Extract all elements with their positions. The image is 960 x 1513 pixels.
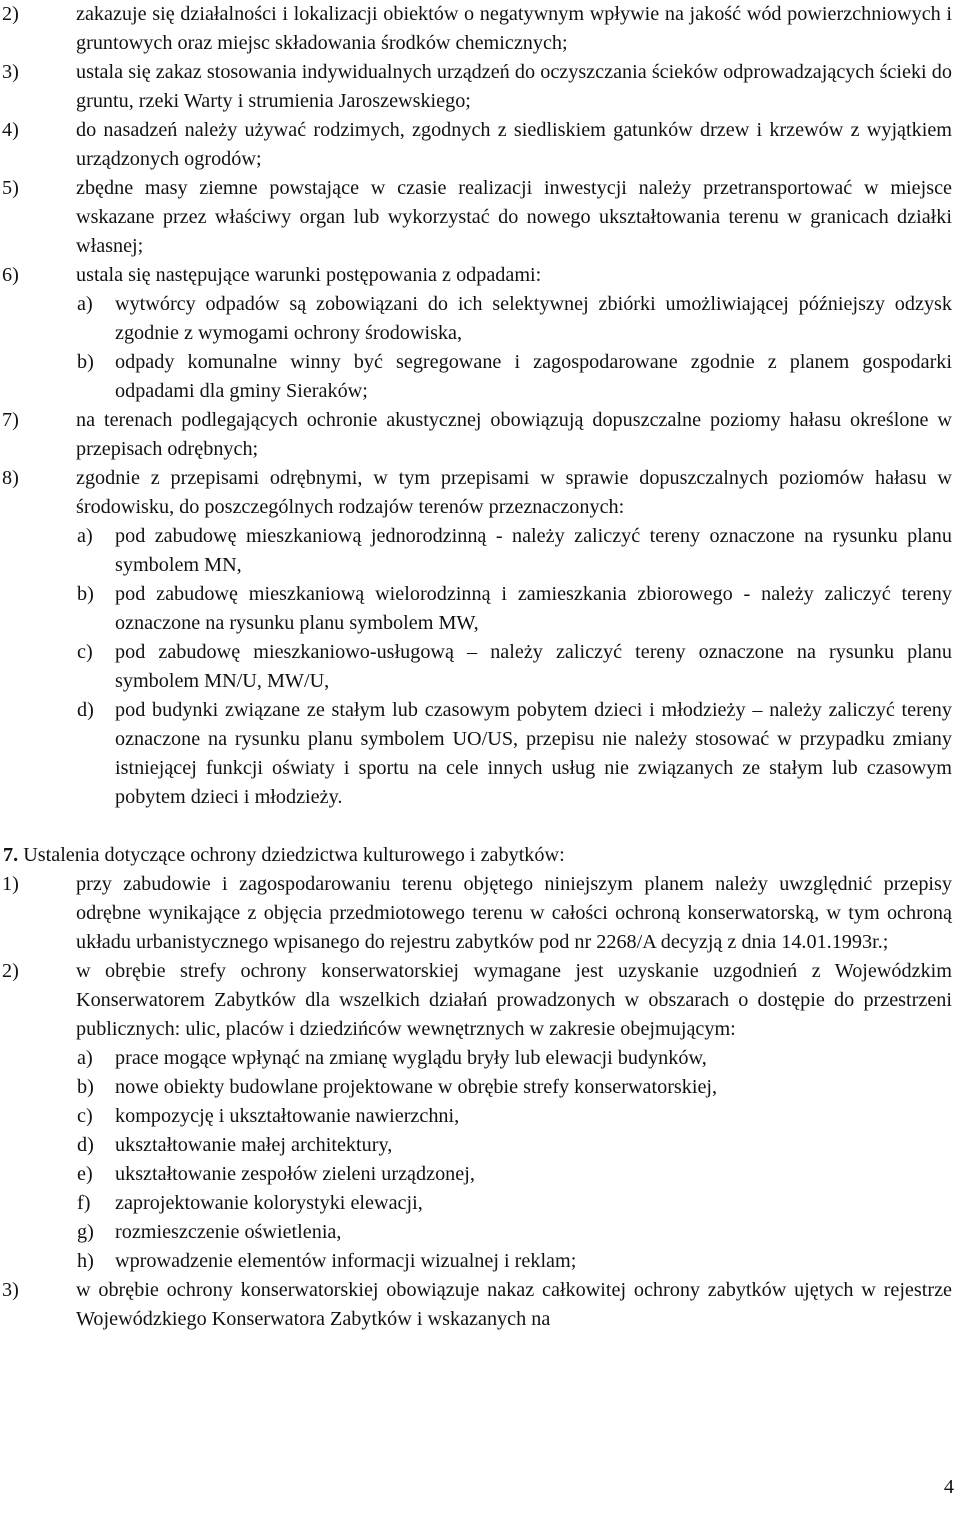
item-number: 6) — [2, 264, 19, 286]
item-text: przy zabudowie i zagospodarowaniu terenu objętego niniejszym planem należy uwzględnić przepisy odrębne wynikające z objęcia przedmiotowego terenu w całości ochroną konserwatorską, w tym ochroną układu urbanistycznego wpisanego do rejestru zabytków pod nr 2268/A decyzją z dnia 14.01.1993r.; — [76, 873, 952, 953]
list-item — [0, 406, 960, 464]
sub-item-text: rozmieszczenie oświetlenia, — [115, 1221, 342, 1243]
sub-item — [0, 1247, 960, 1276]
sub-item — [0, 1189, 960, 1218]
list-item — [0, 957, 960, 1044]
list-item — [0, 870, 960, 957]
list-item — [0, 464, 960, 522]
sub-item-text: wprowadzenie elementów informacji wizualnej i reklam; — [115, 1250, 577, 1272]
list-item — [0, 0, 960, 58]
item-number: 7) — [2, 409, 19, 431]
sub-item — [0, 522, 960, 580]
item-number: 3) — [2, 1279, 19, 1301]
sub-item — [0, 348, 960, 406]
item-text: na terenach podlegających ochronie akustycznej obowiązują dopuszczalne poziomy hałasu określone w przepisach odrębnych; — [76, 409, 952, 460]
item-text: ustala się zakaz stosowania indywidualnych urządzeń do oczyszczania ścieków odprowadzających ścieki do gruntu, rzeki Warty i strumienia Jaroszewskiego; — [76, 61, 952, 112]
sub-item-letter: a) — [77, 293, 93, 315]
sub-item-letter: b) — [77, 351, 94, 373]
sub-item-letter: a) — [77, 1047, 93, 1069]
sub-item-text: ukształtowanie zespołów zieleni urządzonej, — [115, 1163, 475, 1185]
sub-item-text: zaprojektowanie kolorystyki elewacji, — [115, 1192, 423, 1214]
sub-item — [0, 638, 960, 696]
item-text: w obrębie strefy ochrony konserwatorskiej wymagane jest uzyskanie uzgodnień z Wojewódzkim Konserwatorem Zabytków dla wszelkich działań prowadzonych w obszarach o dostępie do przestrzeni publicznych: ulic, placów i dziedzińców wewnętrznych w zakresie obejmującym: — [76, 960, 952, 1040]
item-text: w obrębie ochrony konserwatorskiej obowiązuje nakaz całkowitej ochrony zabytków ujętych w rejestrze Wojewódzkiego Konserwatora Zabytków i wskazanych na — [76, 1279, 952, 1330]
item-number: 5) — [2, 177, 19, 199]
sub-item — [0, 1218, 960, 1247]
section-title: Ustalenia dotyczące ochrony dziedzictwa kulturowego i zabytków: — [23, 844, 565, 866]
list-item — [0, 58, 960, 116]
sub-item-text: nowe obiekty budowlane projektowane w obrębie strefy konserwatorskiej, — [115, 1076, 718, 1098]
item-number: 2) — [2, 3, 19, 25]
list-item — [0, 261, 960, 290]
item-text: ustala się następujące warunki postępowania z odpadami: — [76, 264, 542, 286]
sub-item-letter: b) — [77, 1076, 94, 1098]
item-number: 2) — [2, 960, 19, 982]
sub-item-letter: e) — [77, 1163, 93, 1185]
sub-item-text: ukształtowanie małej architektury, — [115, 1134, 393, 1156]
item-number: 8) — [2, 467, 19, 489]
sub-item-letter: a) — [77, 525, 93, 547]
sub-item — [0, 696, 960, 812]
sub-item-text: pod zabudowę mieszkaniowo-usługową – należy zaliczyć tereny oznaczone na rysunku planu symbolem MN/U, MW/U, — [115, 641, 952, 692]
sub-item — [0, 290, 960, 348]
item-number: 1) — [2, 873, 19, 895]
sub-item — [0, 1073, 960, 1102]
item-text: zakazuje się działalności i lokalizacji obiektów o negatywnym wpływie na jakość wód powierzchniowych i gruntowych oraz miejsc składowania środków chemicznych; — [76, 3, 952, 54]
sub-item-letter: d) — [77, 1134, 94, 1156]
heritage-provisions-list — [0, 870, 960, 1334]
sub-item — [0, 580, 960, 638]
sub-item — [0, 1131, 960, 1160]
list-item — [0, 116, 960, 174]
sub-item-text: prace mogące wpłynąć na zmianę wyglądu bryły lub elewacji budynków, — [115, 1047, 707, 1069]
page-number: 4 — [943, 1476, 954, 1498]
item-text: zbędne masy ziemne powstające w czasie realizacji inwestycji należy przetransportować w miejsce wskazane przez właściwy organ lub wykorzystać do nowego ukształtowania terenu w granicach działki własnej; — [76, 177, 952, 257]
section-7-heading — [0, 841, 960, 870]
sub-item-letter: f) — [77, 1192, 91, 1214]
sub-item-text: pod zabudowę mieszkaniową jednorodzinną - należy zaliczyć tereny oznaczone na rysunku planu symbolem MN, — [115, 525, 952, 576]
section-number: 7. — [3, 844, 19, 866]
sub-item-letter: h) — [77, 1250, 94, 1272]
item-number: 4) — [2, 119, 19, 141]
sub-item-letter: g) — [77, 1221, 94, 1243]
sub-item-letter: c) — [77, 641, 93, 663]
item-text: zgodnie z przepisami odrębnymi, w tym przepisami w sprawie dopuszczalnych poziomów hałasu w środowisku, do poszczególnych rodzajów terenów przeznaczonych: — [76, 467, 952, 518]
sub-item-letter: c) — [77, 1105, 93, 1127]
sub-item — [0, 1160, 960, 1189]
item-number: 3) — [2, 61, 19, 83]
sub-item-text: kompozycję i ukształtowanie nawierzchni, — [115, 1105, 460, 1127]
sub-item-text: pod zabudowę mieszkaniową wielorodzinną i zamieszkania zbiorowego - należy zaliczyć tereny oznaczone na rysunku planu symbolem MW, — [115, 583, 952, 634]
sub-item — [0, 1102, 960, 1131]
sub-item-text: pod budynki związane ze stałym lub czasowym pobytem dzieci i młodzieży – należy zaliczyć tereny oznaczone na rysunku planu symbolem UO/US, przepisu nie należy stosować w przypadku zmiany istniejącej funkcji oświaty i sportu na cele innych usług nie związanych ze stałym lub czasowym pobytem dzieci i młodzieży. — [115, 699, 952, 808]
list-item — [0, 1276, 960, 1334]
list-item — [0, 174, 960, 261]
sub-item-letter: d) — [77, 699, 94, 721]
item-text: do nasadzeń należy używać rodzimych, zgodnych z siedliskiem gatunków drzew i krzewów z wyjątkiem urządzonych ogrodów; — [76, 119, 952, 170]
sub-item-text: wytwórcy odpadów są zobowiązani do ich selektywnej zbiórki umożliwiającej późniejszy odzysk zgodnie z wymogami ochrony środowiska, — [115, 293, 952, 344]
sub-item-letter: b) — [77, 583, 94, 605]
sub-item — [0, 1044, 960, 1073]
sub-item-text: odpady komunalne winny być segregowane i zagospodarowane zgodnie z planem gospodarki odpadami dla gminy Sieraków; — [115, 351, 952, 402]
